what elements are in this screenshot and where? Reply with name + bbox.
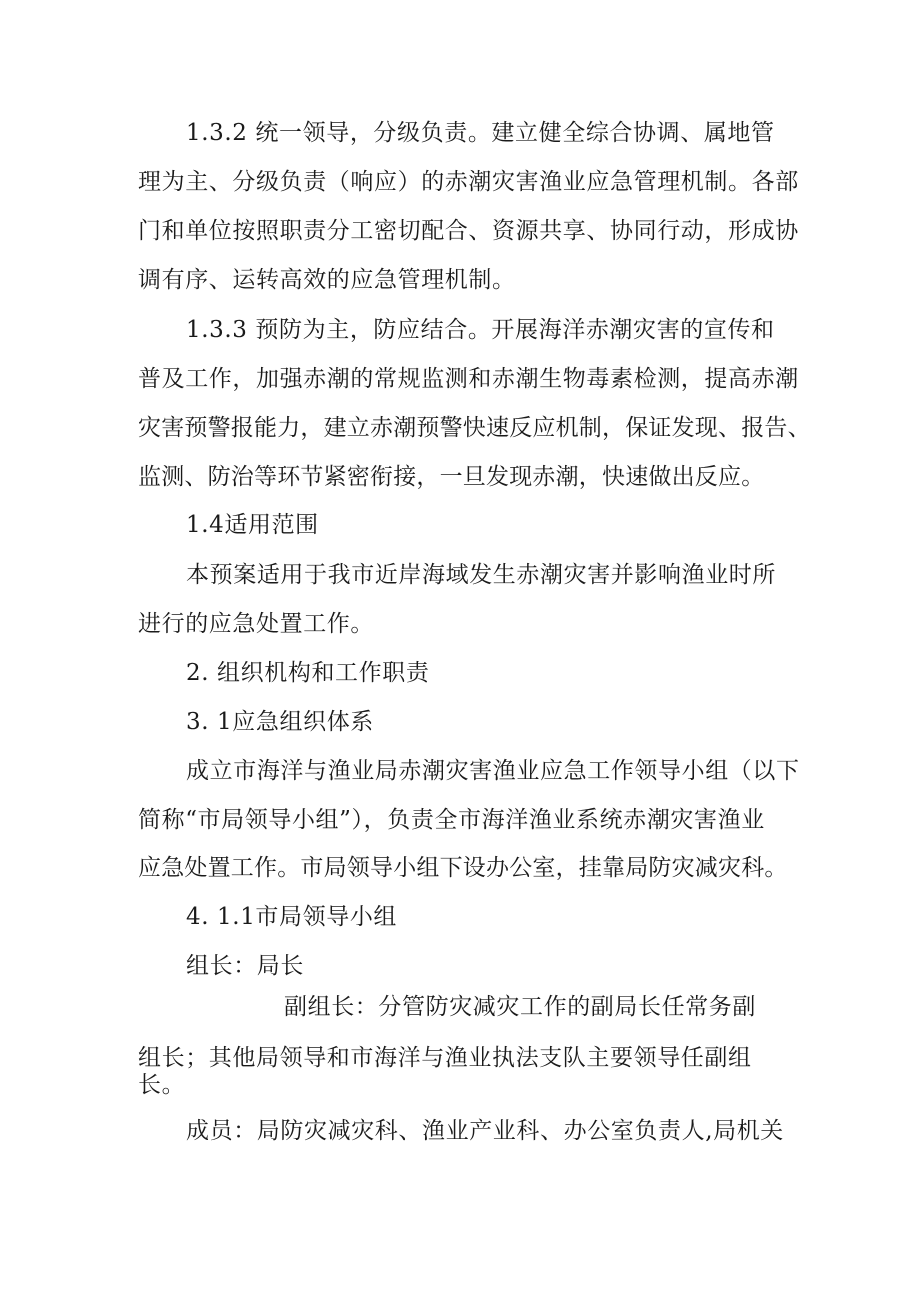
paragraph-line-5: 1.3.3 预防为主，防应结合。开展海洋赤潮灾害的宣传和 bbox=[186, 317, 775, 343]
section-heading-organization: 2. 组织机构和工作职责 bbox=[186, 660, 430, 686]
section-heading-emergency-system: 3. 1应急组织体系 bbox=[186, 709, 374, 735]
paragraph-line-16: 应急处置工作。市局领导小组下设办公室，挂靠局防灾减灾科。 bbox=[138, 855, 788, 881]
paragraph-line-11: 进行的应急处置工作。 bbox=[138, 611, 374, 637]
paragraph-line-7: 灾害预警报能力，建立赤潮预警快速反应机制，保证发现、报告、 bbox=[138, 415, 811, 441]
paragraph-line-4: 调有序、运转高效的应急管理机制。 bbox=[138, 267, 516, 293]
paragraph-line-1: 1.3.2 统一领导，分级负责。建立健全综合协调、属地管 bbox=[186, 120, 775, 146]
paragraph-line-14: 成立市海洋与渔业局赤潮灾害渔业应急工作领导小组（以下 bbox=[186, 758, 800, 784]
section-heading-leading-group: 4. 1.1市局领导小组 bbox=[186, 904, 398, 930]
paragraph-line-15: 简称“市局领导小组”），负责全市海洋渔业系统赤潮灾害渔业 bbox=[138, 807, 765, 833]
paragraph-line-6: 普及工作，加强赤潮的常规监测和赤潮生物毒素检测，提高赤潮 bbox=[138, 366, 799, 392]
deputy-leader-line: 副组长：分管防灾减灾工作的副局长任常务副 bbox=[284, 994, 756, 1020]
leader-line: 组长：局长 bbox=[186, 953, 304, 979]
paragraph-line-8: 监测、防治等环节紧密衔接，一旦发现赤潮，快速做出反应。 bbox=[138, 464, 765, 490]
deputy-leader-end-line: 长。 bbox=[138, 1072, 186, 1098]
paragraph-line-3: 门和单位按照职责分工密切配合、资源共享、协同行动，形成协 bbox=[138, 218, 799, 244]
paragraph-line-10: 本预案适用于我市近岸海域发生赤潮灾害并影响渔业时所 bbox=[186, 562, 776, 588]
section-heading-scope: 1.4适用范围 bbox=[186, 512, 319, 538]
paragraph-line-2: 理为主、分级负责（响应）的赤潮灾害渔业应急管理机制。各部 bbox=[138, 169, 799, 195]
members-line: 成员：局防灾减灾科、渔业产业科、办公室负责人,局机关 bbox=[186, 1118, 784, 1144]
deputy-leader-continued-line: 组长；其他局领导和市海洋与渔业执法支队主要领导任副组 bbox=[138, 1045, 752, 1071]
